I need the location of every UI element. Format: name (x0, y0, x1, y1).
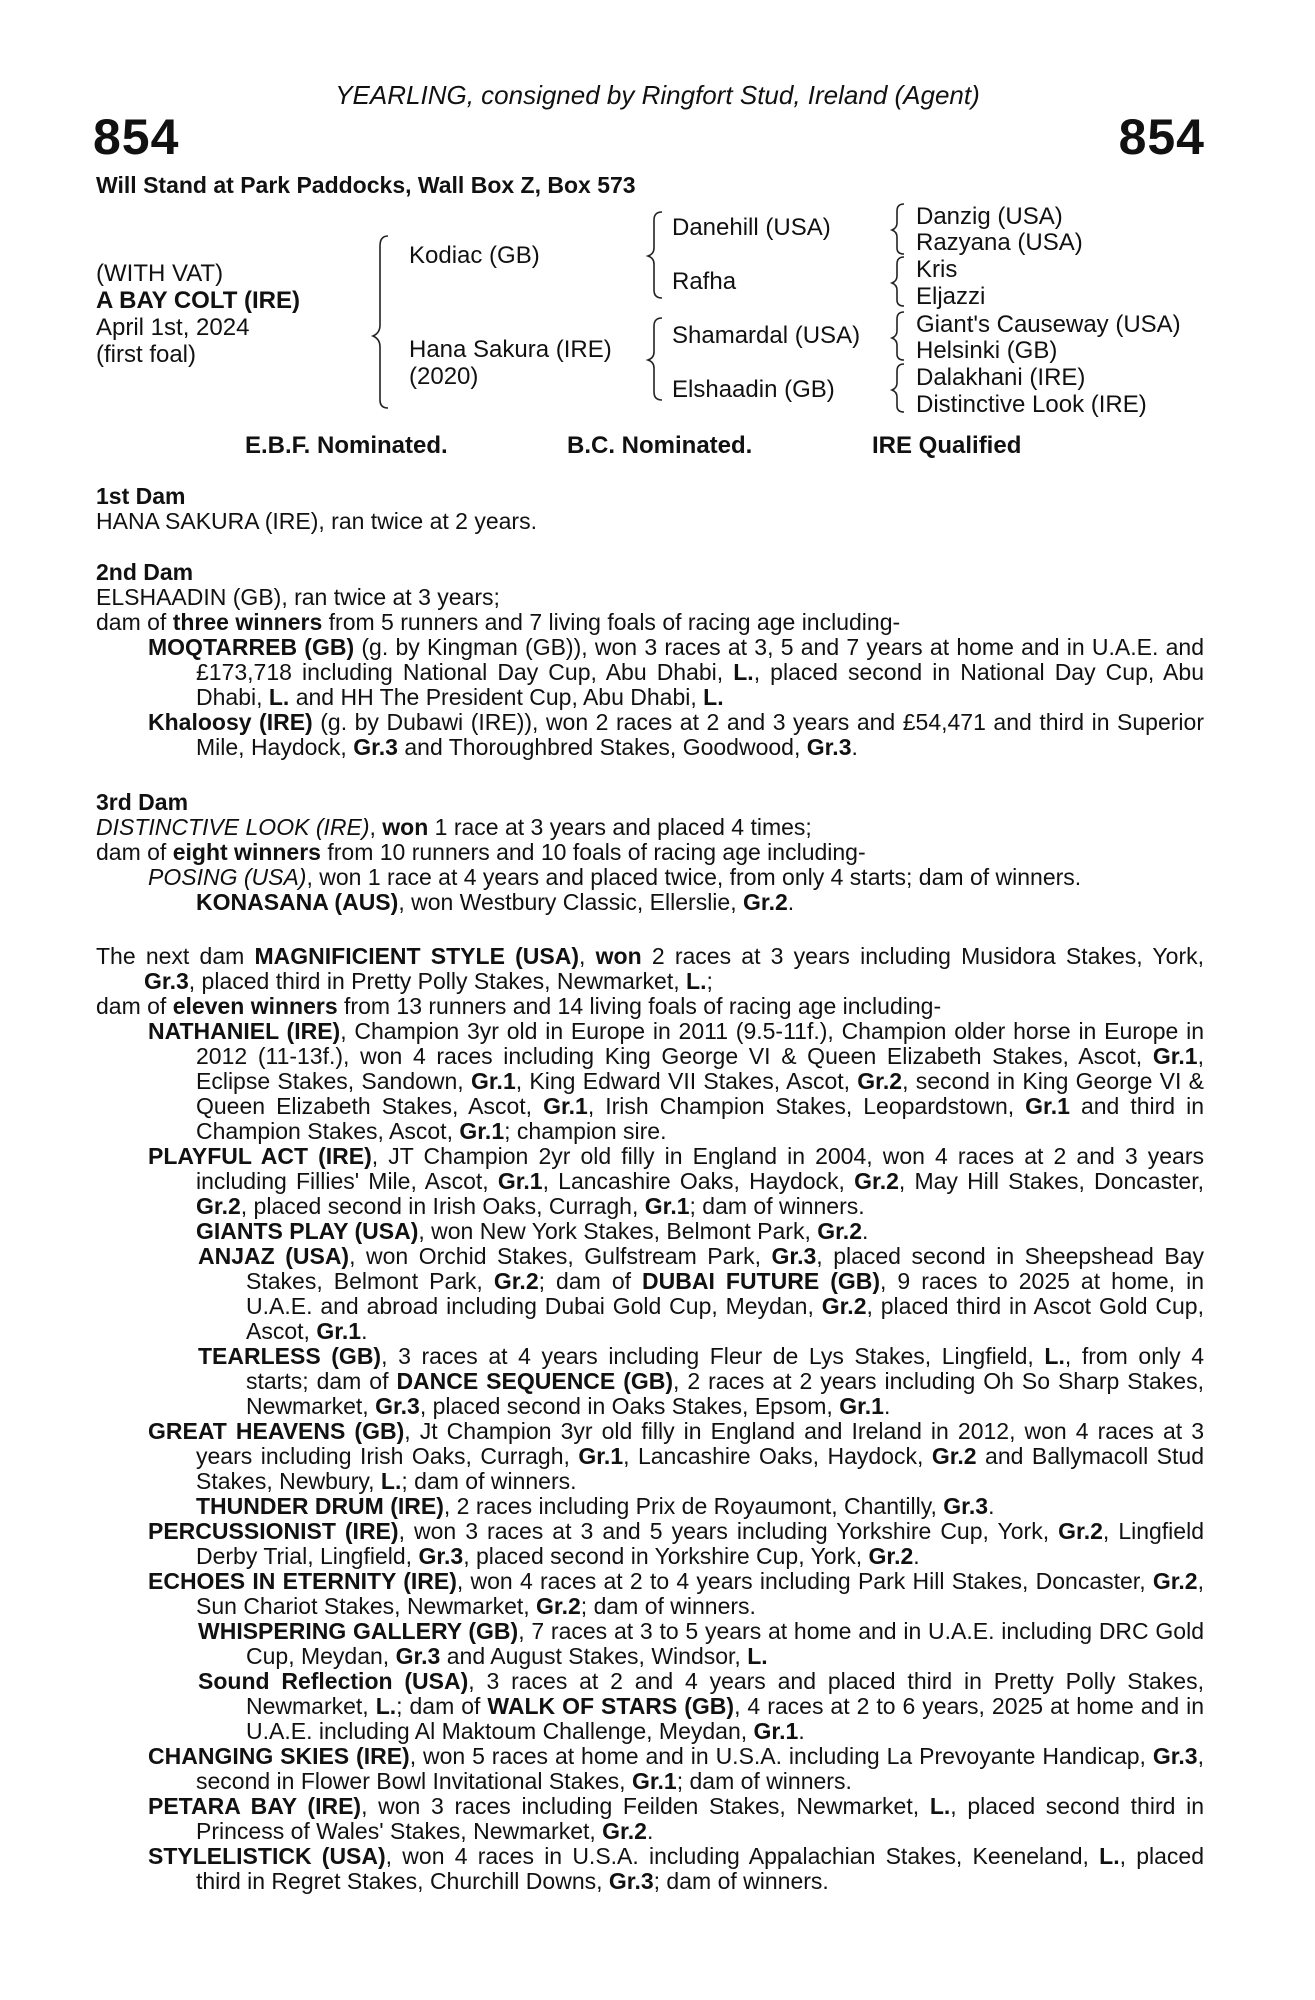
third-dam-line1: DISTINCTIVE LOOK (IRE), won 1 race at 3 years and placed 4 times; (96, 814, 812, 840)
ped-dam-dam: Elshaadin (GB) (672, 376, 835, 403)
second-dam-line1: ELSHAADIN (GB), ran twice at 3 years; (96, 584, 500, 610)
ped-dss: Giant's Causeway (USA) (916, 311, 1181, 338)
third-dam-line2: dam of eight winners from 10 runners and 10 foals of racing age including- (96, 839, 866, 865)
ped-sss: Danzig (USA) (916, 203, 1063, 230)
progeny-konasana: KONASANA (AUS), won Westbury Classic, Ellerslie, Gr.2. (196, 889, 795, 915)
progeny-moqtarreb: MOQTARREB (GB) (g. by Kingman (GB)), won 3 races at 3, 5 and 7 years at home and in U.A.E. and £173,718 including National Day Cup, Abu Dhabi, L., placed second in National Day Cup, Abu Dhabi, L. and HH The President Cup, Abu Dhabi, L. (148, 634, 1204, 710)
next-dam-intro: The next dam MAGNIFICIENT STYLE (USA), won 2 races at 3 years including Musidora Stakes, York, Gr.3, placed third in Pretty Polly Stakes, Newmarket, L.; (96, 943, 1204, 994)
progeny-khaloosy: Khaloosy (IRE) (g. by Dubawi (IRE)), won 2 races at 2 and 3 years and £54,471 and third in Superior Mile, Haydock, Gr.3 and Thoroughbred Stakes, Goodwood, Gr.3. (148, 709, 1204, 760)
ped-sdd: Eljazzi (916, 283, 986, 310)
progeny-whispering: WHISPERING GALLERY (GB), 7 races at 3 to 5 years at home and in U.A.E. including DRC Gold Cup, Meydan, Gr.3 and August Stakes, Windsor, L. (198, 1618, 1205, 1669)
brace-gen2-dam (648, 318, 662, 400)
bc-nomination: B.C. Nominated. (567, 432, 753, 459)
progeny-playful-act: PLAYFUL ACT (IRE), JT Champion 2yr old filly in England in 2004, won 4 races at 2 and 3 years including Fillies' Mile, Ascot, Gr.1, Lancashire Oaks, Haydock, Gr.2, May Hill Stakes, Doncaster, Gr.2, placed second in Irish Oaks, Curragh, Gr.1; dam of winners. (148, 1143, 1204, 1219)
brace-gen3-c (892, 312, 904, 360)
progeny-sound-reflection: Sound Reflection (USA), 3 races at 2 and 4 years and placed third in Pretty Polly Stakes, Newmarket, L.; dam of WALK OF STARS (GB), 4 races at 2 to 6 years, 2025 at home and in U.A.E. including Al Maktoum Challenge, Meydan, Gr.1. (198, 1668, 1204, 1744)
next-dam-section (96, 944, 1204, 1894)
subject-note: (first foal) (96, 341, 197, 368)
second-dam-heading: 2nd Dam (96, 559, 194, 585)
progeny-stylelistick: STYLELISTICK (USA), won 4 races in U.S.A. including Appalachian Stakes, Keeneland, L., placed third in Regret Stakes, Churchill Downs, Gr.3; dam of winners. (148, 1843, 1204, 1894)
progeny-percussionist: PERCUSSIONIST (IRE), won 3 races at 3 and 5 years including Yorkshire Cup, York, Gr.2, Lingfield Derby Trial, Lingfield, Gr.3, placed second in Yorkshire Cup, York, Gr.2. (148, 1518, 1204, 1569)
ped-dam-year: (2020) (409, 363, 479, 390)
brace-gen3-d (892, 364, 904, 412)
progeny-anjaz: ANJAZ (USA), won Orchid Stakes, Gulfstream Park, Gr.3, placed second in Sheepshead Bay Stakes, Belmont Park, Gr.2; dam of DUBAI FUTURE (GB), 9 races to 2025 at home, in U.A.E. and abroad including Dubai Gold Cup, Meydan, Gr.2, placed third in Ascot Gold Cup, Ascot, Gr.1. (198, 1243, 1205, 1344)
stand-location: Will Stand at Park Paddocks, Wall Box Z, Box 573 (96, 172, 636, 198)
ped-sire-sire: Danehill (USA) (672, 214, 831, 241)
ped-ddd: Distinctive Look (IRE) (916, 391, 1147, 418)
progeny-great-heavens: GREAT HEAVENS (GB), Jt Champion 3yr old filly in England and Ireland in 2012, won 4 races at 3 years including Irish Oaks, Curragh, Gr.1, Lancashire Oaks, Haydock, Gr.2 and Ballymacoll Stud Stakes, Newbury, L.; dam of winners. (148, 1418, 1204, 1494)
brace-gen3-a (892, 204, 904, 254)
ped-sire: Kodiac (GB) (409, 242, 540, 269)
first-dam-heading: 1st Dam (96, 483, 186, 509)
ped-dam-sire: Shamardal (USA) (672, 322, 861, 349)
brace-gen3-b (892, 257, 904, 306)
second-dam-line2: dam of three winners from 5 runners and 7 living foals of racing age including- (96, 609, 901, 635)
ped-dsd: Helsinki (GB) (916, 337, 1058, 364)
brace-gen1 (373, 236, 388, 408)
progeny-echoes: ECHOES IN ETERNITY (IRE), won 4 races at 2 to 4 years including Park Hill Stakes, Doncaster, Gr.2, Sun Chariot Stakes, Newmarket, Gr.2; dam of winners. (148, 1568, 1204, 1619)
first-dam-text: HANA SAKURA (IRE), ran twice at 2 years. (96, 508, 537, 534)
next-dam-winners: dam of eleven winners from 13 runners and 14 living foals of racing age including- (96, 993, 942, 1019)
ped-ssd: Razyana (USA) (916, 229, 1083, 256)
subject-name: A BAY COLT (IRE) (96, 287, 301, 314)
third-dam-section (96, 790, 1204, 915)
ped-dam (409, 336, 612, 390)
subject-dob: April 1st, 2024 (96, 314, 250, 341)
progeny-giants-play: GIANTS PLAY (USA), won New York Stakes, Belmont Park, Gr.2. (196, 1218, 869, 1244)
vat-note: (WITH VAT) (96, 260, 224, 287)
progeny-thunder-drum: THUNDER DRUM (IRE), 2 races including Prix de Royaumont, Chantilly, Gr.3. (196, 1493, 995, 1519)
progeny-petara-bay: PETARA BAY (IRE), won 3 races including Feilden Stakes, Newmarket, L., placed second third in Princess of Wales' Stakes, Newmarket, Gr.2. (148, 1793, 1204, 1844)
consignment-line: YEARLING, consigned by Ringfort Stud, Ireland (Agent) (335, 80, 980, 110)
ped-sds: Kris (916, 256, 958, 283)
first-dam-section (96, 484, 1204, 534)
second-dam-section (96, 560, 1204, 760)
ped-dds: Dalakhani (IRE) (916, 364, 1086, 391)
progeny-nathaniel: NATHANIEL (IRE), Champion 3yr old in Europe in 2011 (9.5-11f.), Champion older horse in Europe in 2012 (11-13f.), won 4 races including King George VI & Queen Elizabeth Stakes, Ascot, Gr.1, Eclipse Stakes, Sandown, Gr.1, King Edward VII Stakes, Ascot, Gr.2, second in King George VI & Queen Elizabeth Stakes, Ascot, Gr.1, Irish Champion Stakes, Leopardstown, Gr.1 and third in Champion Stakes, Ascot, Gr.1; champion sire. (148, 1018, 1205, 1144)
lot-number-right: 854 (1118, 109, 1205, 165)
progeny-posing: POSING (USA), won 1 race at 4 years and placed twice, from only 4 starts; dam of winners. (148, 864, 1082, 890)
ped-dam-name: Hana Sakura (IRE) (409, 336, 612, 363)
third-dam-name: DISTINCTIVE LOOK (IRE) (96, 814, 370, 840)
progeny-tearless: TEARLESS (GB), 3 races at 4 years including Fleur de Lys Stakes, Lingfield, L., from only 4 starts; dam of DANCE SEQUENCE (GB), 2 races at 2 years including Oh So Sharp Stakes, Newmarket, Gr.3, placed second in Oaks Stakes, Epsom, Gr.1. (198, 1343, 1205, 1419)
second-dam-winners: three winners (172, 609, 323, 635)
brace-gen2-sire (648, 212, 662, 298)
ebf-nomination: E.B.F. Nominated. (245, 432, 448, 459)
ire-qualified: IRE Qualified (872, 432, 1022, 459)
pedigree-braces (0, 0, 1315, 430)
lot-number-left: 854 (93, 109, 180, 165)
progeny-changing-skies: CHANGING SKIES (IRE), won 5 races at home and in U.S.A. including La Prevoyante Handicap, Gr.3, second in Flower Bowl Invitational Stakes, Gr.1; dam of winners. (148, 1743, 1204, 1794)
ped-sire-dam: Rafha (672, 268, 737, 295)
third-dam-heading: 3rd Dam (96, 789, 189, 815)
